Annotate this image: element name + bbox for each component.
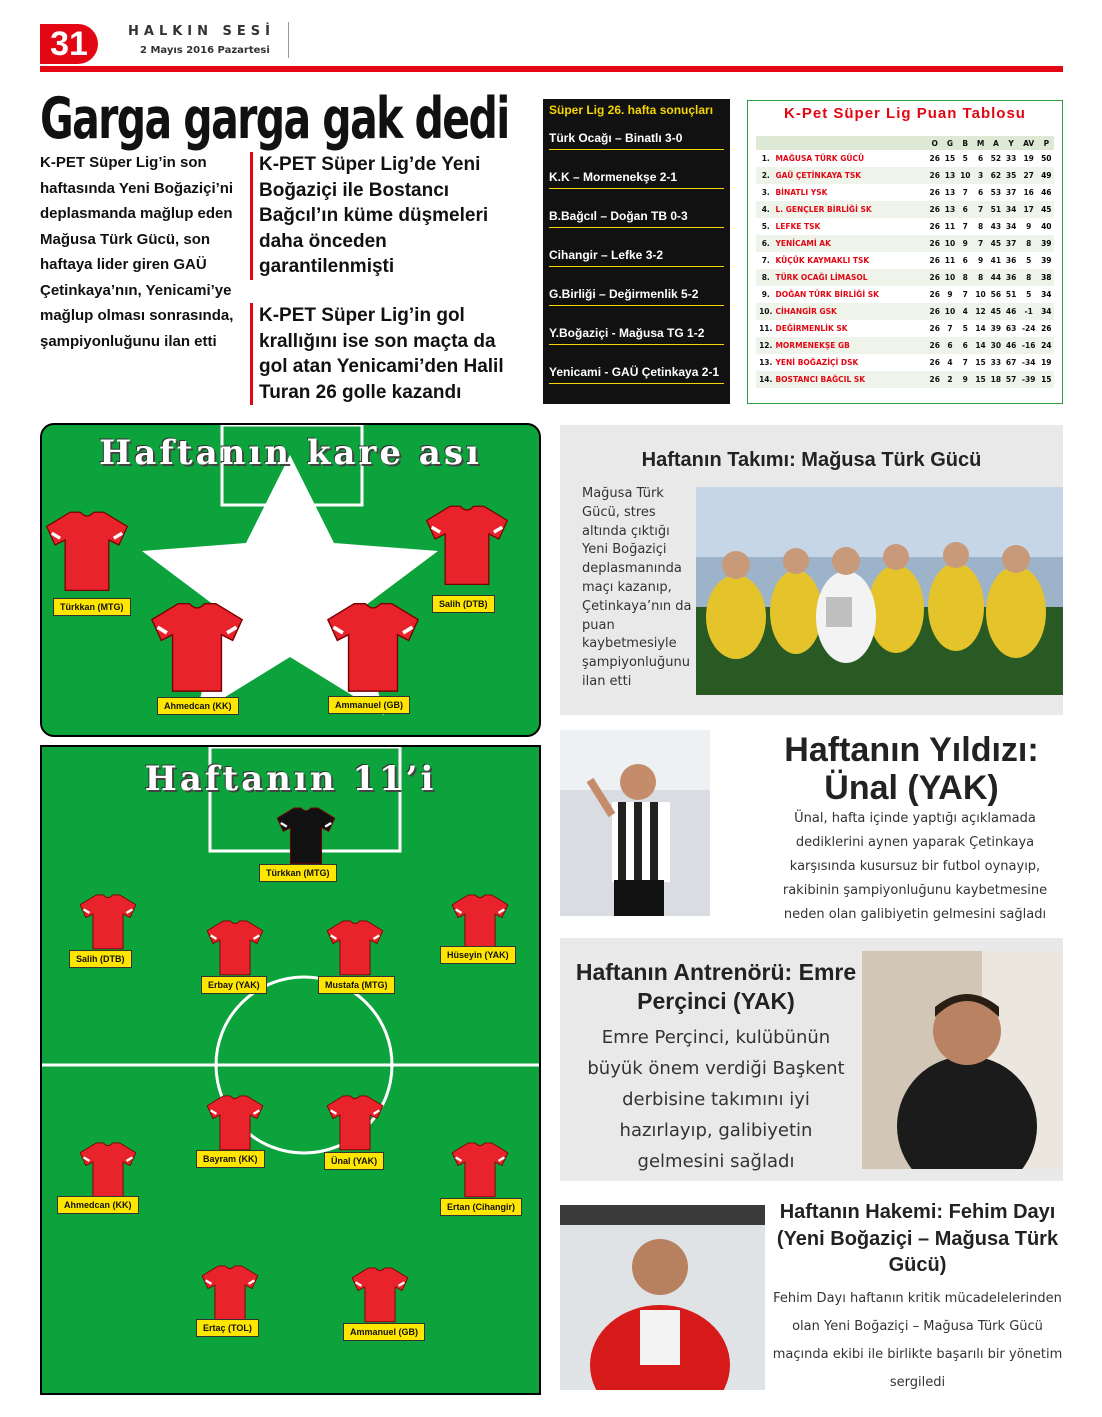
jersey-icon: [200, 1263, 260, 1321]
standings-cell: 11.: [759, 324, 773, 333]
coach-text: Emre Perçinci, kulübünün büyük önem verdiği Başkent derbisine takımını iyi hazırlayıp, galibiyetin gelmesini sağladı: [587, 1027, 845, 1172]
standings-table: [756, 136, 1054, 388]
standings-cell: 46: [1003, 303, 1018, 320]
standings-cell: YENİCAMİ AK: [775, 235, 927, 252]
standings-table-box: [747, 100, 1063, 404]
standings-header-cell: P: [1039, 136, 1054, 150]
standings-cell: 7: [947, 324, 953, 333]
standings-cell: 26: [927, 371, 942, 388]
standings-cell: 39: [1039, 235, 1054, 252]
standings-cell: 6: [958, 201, 973, 218]
standings-header-cell: B: [958, 136, 973, 150]
standings-cell: 24: [1039, 337, 1054, 354]
standings-cell: 26: [929, 188, 940, 197]
standings-cell: 26: [929, 256, 940, 265]
standings-cell: 39: [990, 324, 1002, 333]
standings-cell: 11: [944, 222, 956, 231]
standings-cell: 8.: [756, 269, 775, 286]
standings-cell: 6: [962, 256, 968, 265]
standings-cell: 26: [1041, 324, 1052, 333]
standings-cell: 4.: [756, 201, 775, 218]
standings-cell: 7: [973, 235, 988, 252]
standings-cell: 13: [944, 188, 956, 197]
standings-cell: 33: [990, 358, 1002, 367]
standings-cell: 51: [988, 201, 1003, 218]
eleven-title: Haftanın 11’i: [144, 759, 437, 799]
standings-cell: 8: [973, 269, 988, 286]
result-item: Türk Ocağı – Binatlı 3-0: [549, 127, 724, 150]
standings-cell: 26: [927, 167, 942, 184]
standings-cell: 1.: [761, 154, 770, 163]
player-label: Türkkan (MTG): [259, 864, 337, 882]
standings-cell: DEĞİRMENLİK SK: [775, 324, 848, 333]
standings-cell: 6.: [756, 235, 775, 252]
standings-cell: 14: [973, 337, 988, 354]
standings-cell: 36: [1005, 256, 1017, 265]
standings-cell: 15: [1039, 371, 1054, 388]
standings-cell: 50: [1041, 154, 1052, 163]
standings-cell: 34: [1041, 290, 1052, 299]
result-item: B.Bağcıl – Doğan TB 0-3: [549, 205, 724, 228]
standings-cell: 4: [958, 303, 973, 320]
standings-cell: 39: [1041, 256, 1052, 265]
standings-header-cell: G: [942, 136, 957, 150]
result-item: K.K – Mormenekşe 2-1: [549, 166, 724, 189]
standings-cell: 30: [988, 337, 1003, 354]
player-label: Ahmedcan (KK): [57, 1196, 139, 1214]
standings-cell: 45: [1039, 201, 1054, 218]
issue-date: 2 Mayıs 2016 Pazartesi: [140, 45, 270, 56]
standings-cell: LEFKE TSK: [775, 222, 821, 231]
standings-cell: 57: [1003, 371, 1018, 388]
standings-row: [756, 218, 1054, 235]
star-photo: [560, 730, 710, 916]
standings-cell: 15: [975, 358, 986, 367]
standings-cell: -1: [1019, 303, 1039, 320]
standings-cell: 15: [944, 154, 956, 163]
standings-cell: 12.: [756, 337, 775, 354]
standings-cell: 63: [1005, 324, 1017, 333]
standings-cell: 33: [1005, 154, 1017, 163]
standings-cell: 10: [942, 303, 957, 320]
star-panel: [560, 725, 1063, 920]
standings-cell: 10.: [756, 303, 775, 320]
player-label: Ertan (Cihangir): [440, 1198, 522, 1216]
standings-cell: 37: [1005, 188, 1017, 197]
standings-header-cell: M: [973, 136, 988, 150]
standings-cell: 7: [973, 201, 988, 218]
page-number: 31: [40, 24, 98, 64]
standings-cell: 26: [929, 324, 940, 333]
pull-quote-1: K-PET Süper Lig’de Yeni Boğaziçi ile Bostancı Bağcıl’ın küme düşmeleri daha önceden garantilenmişti: [250, 152, 512, 280]
standings-cell: 53: [990, 188, 1002, 197]
standings-cell: 9: [947, 290, 953, 299]
jersey-icon: [205, 918, 265, 976]
player-label: Erbay (YAK): [201, 976, 267, 994]
standings-cell: BOSTANCI BAĞCIL SK: [775, 371, 927, 388]
standings-cell: 62: [988, 167, 1003, 184]
standings-cell: 7: [962, 290, 968, 299]
standings-row: [756, 150, 1054, 167]
jersey-icon: [350, 1265, 410, 1323]
standings-cell: 18: [988, 371, 1003, 388]
standings-row: [756, 269, 1054, 286]
standings-cell: 7.: [761, 256, 770, 265]
coach-title: Haftanın Antrenörü: Emre Perçinci (YAK): [575, 959, 857, 1014]
jersey-icon: [450, 1140, 510, 1198]
lead-text: K-PET Süper Lig’in son haftasında Yeni Boğaziçi’ni deplasmanda mağlup eden Mağusa Türk Gücü, son haftaya lider giren GAÜ Çetinkaya’nın, Yenicami’ye mağlup olması sonrasında, şampiyonluğunu ilan etti: [40, 154, 234, 350]
standings-cell: DOĞAN TÜRK BİRLİĞİ SK: [775, 290, 879, 299]
results-box: [543, 99, 730, 404]
standings-row: [756, 303, 1054, 320]
standings-cell: YENİ BOĞAZİÇİ DSK: [775, 358, 859, 367]
player-label: Bayram (KK): [196, 1150, 265, 1168]
standings-cell: 34: [1039, 303, 1054, 320]
player-label: Ammanuel (GB): [328, 696, 410, 714]
standings-cell: MORMENEKŞE GB: [775, 337, 927, 354]
standings-cell: -39: [1019, 371, 1039, 388]
standings-cell: BİNATLI YSK: [775, 188, 828, 197]
standings-cell: 26: [927, 235, 942, 252]
standings-row: [756, 252, 1054, 269]
standings-cell: 26: [929, 290, 940, 299]
header-rule: [40, 66, 1063, 72]
standings-cell: 10: [958, 167, 973, 184]
standings-cell: 26: [929, 222, 940, 231]
player-label: Türkkan (MTG): [53, 598, 131, 616]
standings-row: [756, 235, 1054, 252]
standings-cell: 26: [929, 358, 940, 367]
standings-header-cell: Y: [1003, 136, 1018, 150]
headline: Garga garga gak dedi: [40, 86, 509, 152]
jersey-icon: [45, 500, 129, 600]
result-item: G.Birliği – Değirmenlik 5-2: [549, 283, 724, 306]
ref-panel: [560, 1195, 1063, 1400]
standings-cell: 37: [1003, 235, 1018, 252]
standings-cell: 12: [973, 303, 988, 320]
standings-cell: 3.: [761, 188, 770, 197]
jersey-icon: [78, 892, 138, 950]
standings-cell: 34: [1005, 222, 1017, 231]
player-label: Ertaç (TOL): [196, 1319, 259, 1337]
standings-cell: 6: [958, 337, 973, 354]
jersey-icon: [325, 1093, 385, 1151]
jersey-icon: [326, 598, 420, 694]
standings-cell: -24: [1021, 324, 1036, 333]
standings-title: K-Pet Süper Lig Puan Tablosu: [784, 105, 1026, 122]
standings-cell: 67: [1005, 358, 1017, 367]
standings-cell: 46: [1041, 188, 1052, 197]
standings-cell: 7: [962, 188, 968, 197]
standings-row: [756, 167, 1054, 184]
paper-name: HALKIN SESİ: [128, 24, 275, 39]
standings-row: [756, 354, 1054, 371]
standings-cell: 36: [1003, 269, 1018, 286]
standings-cell: 6: [977, 188, 984, 197]
standings-cell: GAÜ ÇETİNKAYA TSK: [775, 167, 927, 184]
standings-cell: 6: [977, 154, 984, 163]
standings-cell: 14.: [756, 371, 775, 388]
ref-text: Fehim Dayı haftanın kritik mücadelelerinden olan Yeni Boğaziçi – Mağusa Türk Gücü maçında ekibi ile birlikte başarılı bir yönetim sergiledi: [772, 1291, 1063, 1390]
standings-cell: 45: [988, 235, 1003, 252]
standings-cell: 13.: [759, 358, 773, 367]
coach-panel: [560, 938, 1063, 1181]
ref-title: Haftanın Hakemi: Fehim Dayı (Yeni Boğaziçi – Mağusa Türk Gücü): [776, 1201, 1059, 1276]
standings-cell: 9: [1026, 222, 1032, 231]
standings-cell: 2.: [756, 167, 775, 184]
team-photo: [696, 487, 1063, 695]
standings-cell: -34: [1021, 358, 1036, 367]
standings-cell: 15: [973, 371, 988, 388]
standings-cell: 5: [962, 154, 968, 163]
standings-cell: 43: [990, 222, 1002, 231]
standings-cell: 26: [927, 269, 942, 286]
jersey-icon: [276, 804, 336, 866]
star-title: Haftanın Yıldızı: Ünal (YAK): [784, 731, 1039, 807]
player-label: Salih (DTB): [69, 950, 132, 968]
standings-row: [756, 337, 1054, 354]
pull-quote-2: K-PET Süper Lig’in gol krallığını ise son maçta da gol atan Yenicami’den Halil Turan 26 golle kazandı: [250, 303, 512, 405]
standings-cell: 5: [1026, 290, 1032, 299]
standings-cell: 41: [990, 256, 1002, 265]
standings-cell: 45: [988, 303, 1003, 320]
team-panel: [560, 425, 1063, 715]
standings-cell: 4: [947, 358, 953, 367]
standings-cell: 19: [1041, 358, 1052, 367]
standings-cell: 16: [1023, 188, 1034, 197]
standings-cell: TÜRK OCAĞI LİMASOL: [775, 269, 927, 286]
standings-cell: 51: [1005, 290, 1017, 299]
kare-title: Haftanın kare ası: [99, 433, 482, 473]
standings-cell: 10: [942, 235, 957, 252]
standings-cell: 8: [1019, 235, 1039, 252]
standings-row: [756, 184, 1054, 201]
standings-header-cell: [775, 136, 927, 150]
standings-cell: 14: [975, 324, 986, 333]
standings-header-cell: [756, 136, 775, 150]
standings-cell: 26: [927, 337, 942, 354]
standings-cell: 38: [1039, 269, 1054, 286]
jersey-icon: [325, 918, 385, 976]
standings-cell: 5: [1026, 256, 1032, 265]
header-divider: [288, 22, 289, 58]
standings-cell: 52: [990, 154, 1002, 163]
standings-cell: 44: [988, 269, 1003, 286]
standings-cell: 46: [1003, 337, 1018, 354]
standings-cell: 26: [929, 154, 940, 163]
result-item: Cihangir – Lefke 3-2: [549, 244, 724, 267]
standings-header-cell: AV: [1019, 136, 1039, 150]
standings-cell: 9: [958, 371, 973, 388]
jersey-icon: [78, 1140, 138, 1198]
standings-cell: 19: [1023, 154, 1034, 163]
standings-cell: 17: [1019, 201, 1039, 218]
standings-cell: 7: [962, 222, 968, 231]
standings-cell: 40: [1041, 222, 1052, 231]
standings-cell: 35: [1003, 167, 1018, 184]
standings-cell: 5.: [761, 222, 770, 231]
standings-cell: 3: [973, 167, 988, 184]
standings-cell: 7: [962, 358, 968, 367]
standings-cell: L. GENÇLER BİRLİĞİ SK: [775, 201, 927, 218]
standings-cell: 9.: [761, 290, 770, 299]
ref-photo: [560, 1205, 765, 1390]
team-text: Mağusa Türk Gücü, stres altında çıktığı Yeni Boğaziçi deplasmanında maçı kazanıp, Çetinkaya’nın da puan kaybetmesiyle şampiyonluğunu ilan etti: [582, 486, 692, 689]
standings-cell: KÜÇÜK KAYMAKLI TSK: [775, 256, 870, 265]
team-title: Haftanın Takımı: Mağusa Türk Gücü: [641, 449, 982, 471]
jersey-icon: [205, 1093, 265, 1151]
standings-cell: 8: [958, 269, 973, 286]
standings-cell: 49: [1039, 167, 1054, 184]
standings-cell: 56: [990, 290, 1002, 299]
player-label: Ammanuel (GB): [343, 1323, 425, 1341]
standings-cell: 10: [942, 269, 957, 286]
star-text: Ünal, hafta içinde yaptığı açıklamada dediklerini aynen yaparak Çetinkaya karşısında kusursuz bir futbol oynayıp, rakibinin şampiyonluğunu kaybetmesine neden olan galibiyetin gelmesini sağladı: [782, 811, 1048, 922]
player-label: Mustafa (MTG): [318, 976, 395, 994]
standings-cell: 8: [977, 222, 984, 231]
standings-cell: 8: [1019, 269, 1039, 286]
standings-cell: 2: [942, 371, 957, 388]
standings-cell: 9: [958, 235, 973, 252]
standings-cell: 26: [927, 201, 942, 218]
standings-row: [756, 320, 1054, 337]
standings-cell: 10: [975, 290, 986, 299]
player-label: Ahmedcan (KK): [157, 697, 239, 715]
standings-cell: CİHANGİR GSK: [775, 303, 927, 320]
standings-cell: 9: [977, 256, 984, 265]
coach-photo: [862, 951, 1063, 1169]
result-item: Yenicami - GAÜ Çetinkaya 2-1: [549, 361, 724, 384]
standings-cell: 26: [927, 303, 942, 320]
standings-cell: 5: [962, 324, 968, 333]
results-title: Süper Lig 26. hafta sonuçları: [549, 103, 714, 117]
standings-cell: 27: [1019, 167, 1039, 184]
standings-row: [756, 371, 1054, 388]
standings-cell: MAĞUSA TÜRK GÜCÜ: [775, 154, 865, 163]
jersey-icon: [450, 892, 510, 950]
standings-cell: 13: [942, 201, 957, 218]
jersey-icon: [425, 494, 509, 594]
player-label: Ünal (YAK): [324, 1152, 384, 1170]
standings-cell: 34: [1003, 201, 1018, 218]
standings-cell: 6: [942, 337, 957, 354]
standings-header-cell: O: [927, 136, 942, 150]
standings-cell: -16: [1019, 337, 1039, 354]
player-label: Salih (DTB): [432, 595, 495, 613]
standings-row: [756, 286, 1054, 303]
result-item: Y.Boğaziçi - Mağusa TG 1-2: [549, 322, 724, 345]
jersey-icon: [150, 598, 244, 694]
player-label: Hüseyin (YAK): [440, 946, 516, 964]
standings-cell: 11: [944, 256, 956, 265]
standings-cell: 13: [942, 167, 957, 184]
standings-row: [756, 201, 1054, 218]
standings-header-cell: A: [988, 136, 1003, 150]
